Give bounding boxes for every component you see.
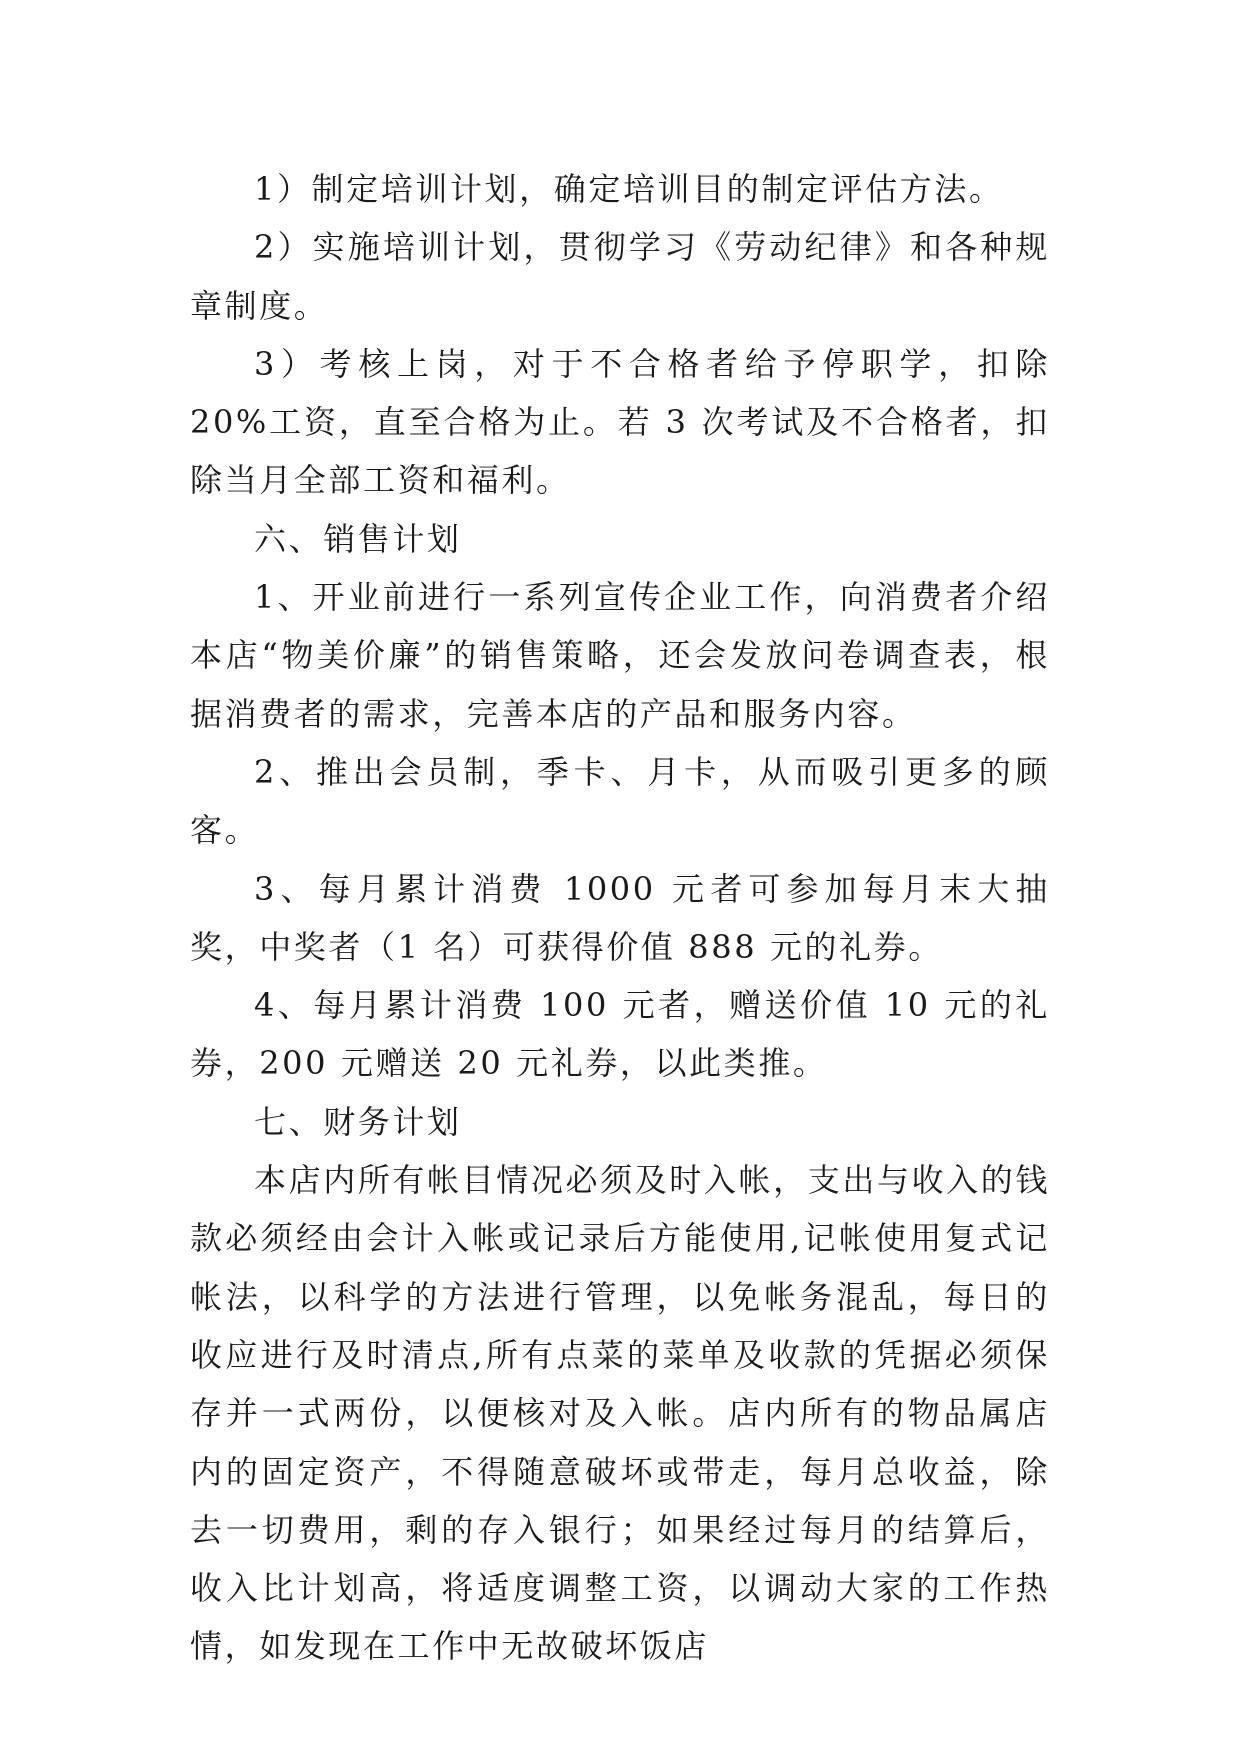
paragraph-sales-promotion: 1、开业前进行一系列宣传企业工作，向消费者介绍本店“物美价廉”的销售策略，还会发放问卷调查表，根据消费者的需求，完善本店的产品和服务内容。 xyxy=(190,578,1050,733)
section-heading-finance-plan: 七、财务计划 xyxy=(254,1102,462,1141)
paragraph-finance-details: 本店内所有帐目情况必须及时入帐，支出与收入的钱款必须经由会计入帐或记录后方能使用,记帐使用复式记帐法，以科学的方法进行管理，以免帐务混乱，每日的收应进行及时清点,所有点菜的菜单及收款的凭据必须保存并一式两份，以便核对及入帐。店内所有的物品属店内的固定资产，不得随意破坏或带走，每月总收益，除去一切费用，剩的存入银行；如果经过每月的结算后，收入比计划高，将适度调整工资，以调动大家的工作热情，如发现在工作中无故破坏饭店 xyxy=(190,1161,1050,1666)
paragraph-membership: 2、推出会员制，季卡、月卡，从而吸引更多的顾客。 xyxy=(190,752,1050,850)
paragraph-monthly-lottery: 3、每月累计消费 1000 元者可参加每月末大抽奖，中奖者（1 名）可获得价值 888 元的礼券。 xyxy=(190,869,1050,966)
paragraph-assessment: 3）考核上岗，对于不合格者给予停职学，扣除 20%工资，直至合格为止。若 3 次考试及不合格者，扣除当月全部工资和福利。 xyxy=(190,344,1050,500)
paragraph-training-plan: 1）制定培训计划，确定培训目的制定评估方法。 xyxy=(254,170,1004,208)
paragraph-coupon-reward: 4、每月累计消费 100 元者，赠送价值 10 元的礼券，200 元赠送 20 元礼券，以此类推。 xyxy=(190,986,1050,1083)
document-body xyxy=(190,160,1050,1676)
section-heading-sales-plan: 六、销售计划 xyxy=(254,519,462,558)
paragraph-implement-training: 2）实施培训计划，贯彻学习《劳动纪律》和各种规章制度。 xyxy=(190,228,1050,325)
